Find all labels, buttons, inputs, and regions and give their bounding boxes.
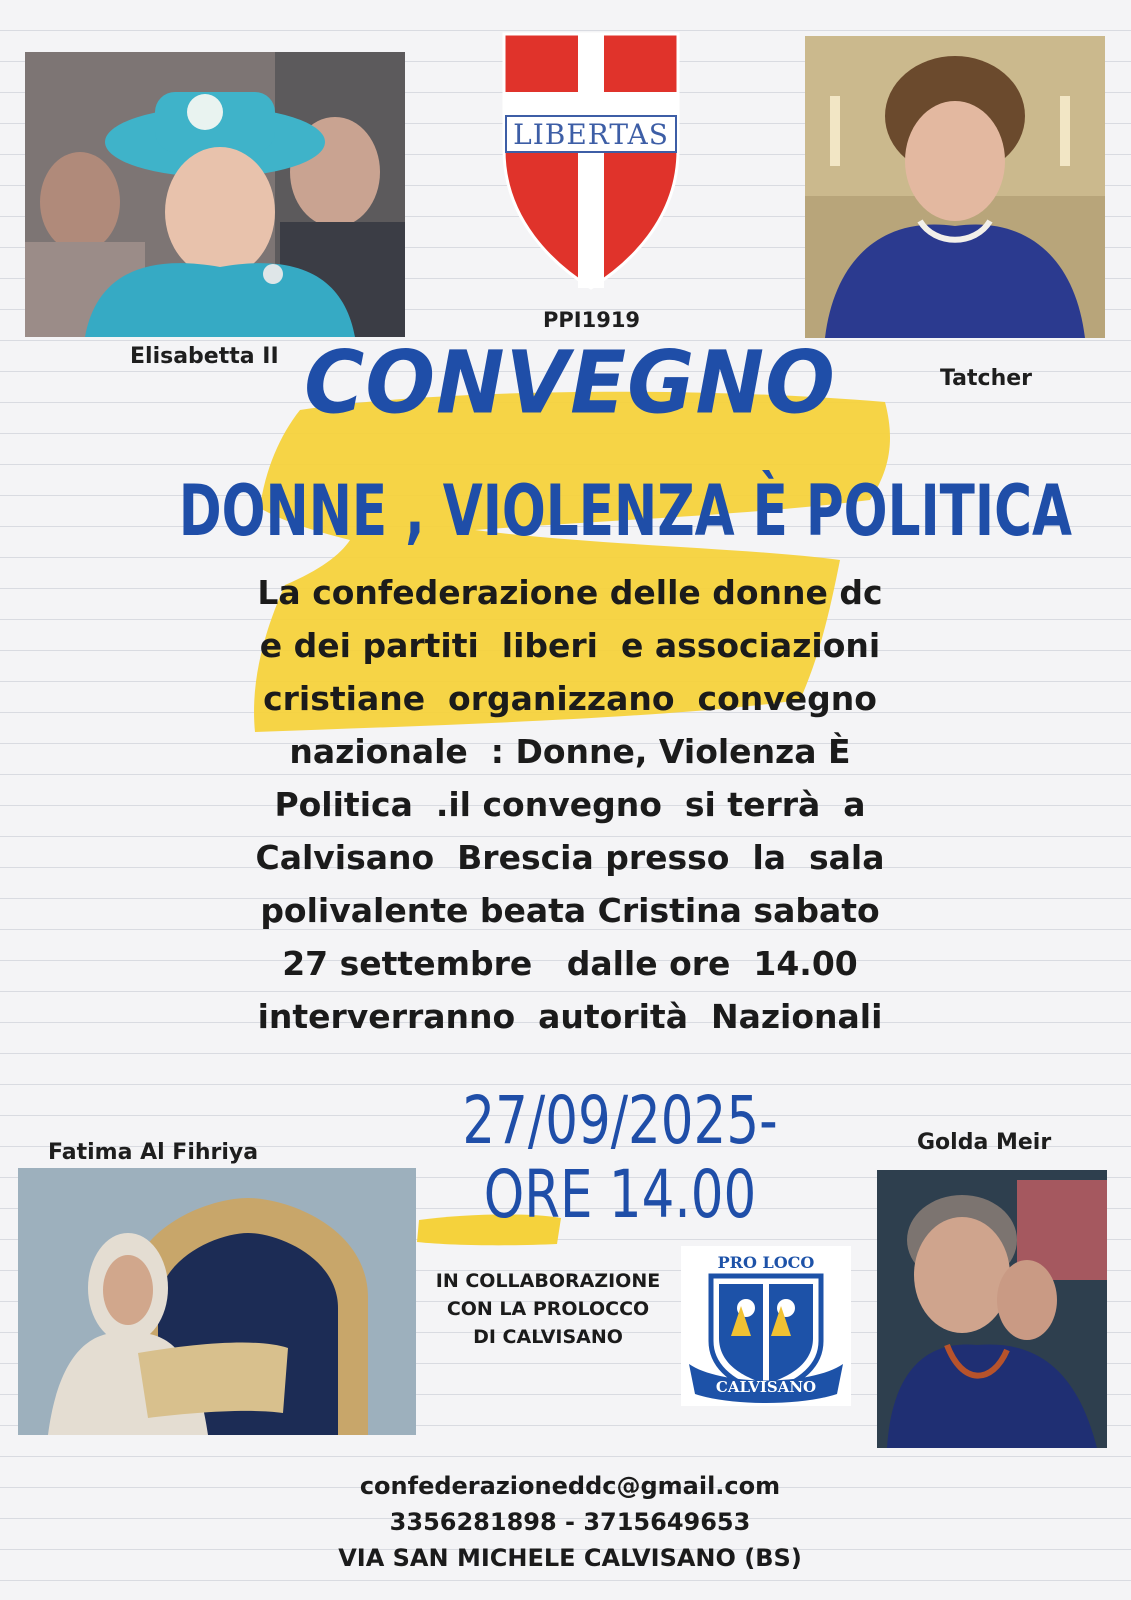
libertas-text: LIBERTAS [513, 118, 669, 151]
collaboration-text [418, 1267, 678, 1351]
party-label: PPI1919 [543, 308, 641, 332]
body-line: Politica .il convegno si terrà a [274, 785, 866, 824]
subtitle: DONNE , VIOLENZA È POLITICA [178, 470, 1072, 552]
collab-line: DI CALVISANO [473, 1326, 623, 1348]
body-line: e dei partiti liberi e associazioni [259, 626, 881, 665]
body-line: nazionale : Donne, Violenza È [289, 732, 851, 771]
collab-line: IN COLLABORAZIONE [435, 1270, 661, 1292]
portrait-fatima-photo [18, 1168, 416, 1435]
body-line: Calvisano Brescia presso la sala [255, 838, 885, 877]
portrait-caption-elisabetta: Elisabetta II [130, 344, 279, 369]
portrait-caption-golda: Golda Meir [917, 1130, 1052, 1155]
body-line: La confederazione delle donne dc [257, 573, 883, 612]
body-line: interverranno autorità Nazionali [257, 997, 883, 1036]
proloco-calvisano-logo [681, 1246, 851, 1406]
portrait-caption-fatima: Fatima Al Fihriya [48, 1140, 259, 1165]
portrait-elisabetta-photo [25, 52, 405, 337]
event-date: 27/09/2025- [462, 1082, 778, 1159]
body-line: cristiane organizzano convegno [263, 679, 877, 718]
body-line: polivalente beata Cristina sabato [260, 891, 880, 930]
body-line: 27 settembre dalle ore 14.00 [282, 944, 858, 983]
libertas-shield-logo [498, 30, 684, 292]
event-time: ORE 14.00 [483, 1156, 757, 1233]
contact-info [300, 1468, 840, 1576]
main-title: CONVEGNO [304, 333, 836, 434]
proloco-top-text: PRO LOCO [717, 1253, 815, 1272]
portrait-caption-tatcher: Tatcher [940, 366, 1033, 391]
contact-email[interactable]: confederazioneddc@gmail.com [359, 1472, 781, 1500]
portrait-tatcher-photo [805, 36, 1105, 338]
contact-address: VIA SAN MICHELE CALVISANO (BS) [338, 1544, 802, 1572]
contact-phones[interactable]: 3356281898 - 3715649653 [389, 1508, 751, 1536]
collab-line: CON LA PROLOCCO [446, 1298, 650, 1320]
announcement-body [170, 566, 970, 1043]
proloco-bottom-text: CALVISANO [715, 1378, 817, 1396]
portrait-golda-photo [877, 1170, 1107, 1448]
